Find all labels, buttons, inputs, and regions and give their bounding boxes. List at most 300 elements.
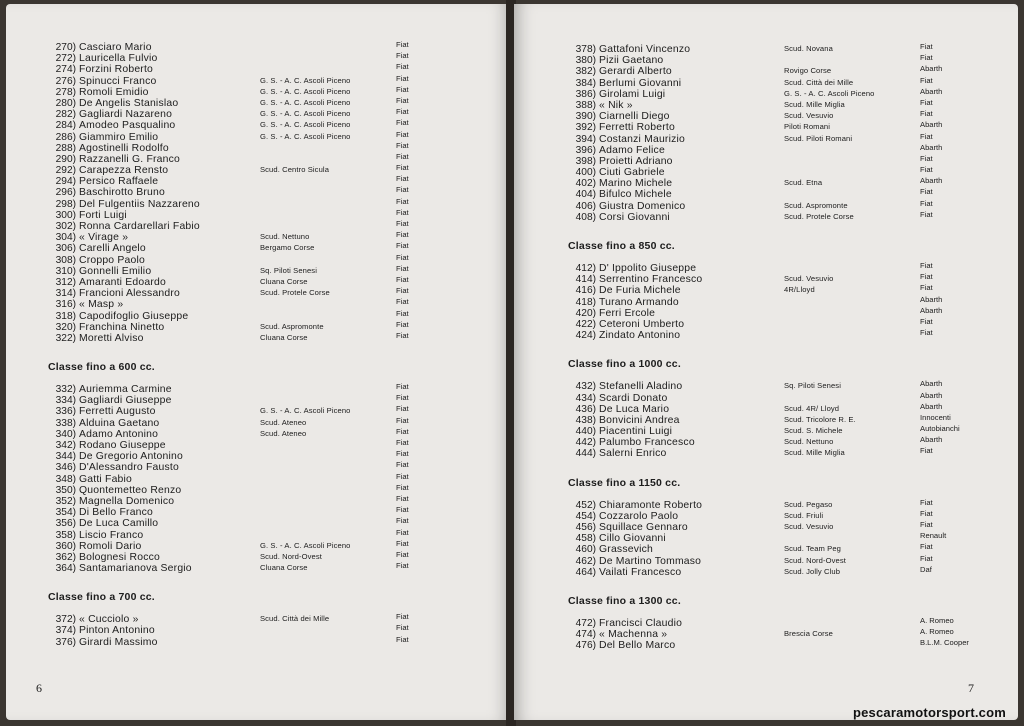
- entry-num: 424): [575, 330, 596, 342]
- page-number-right: 7: [968, 681, 974, 695]
- entry-team: Sq. Piloti Senesi: [260, 265, 317, 275]
- class-heading: Classe fino a 1000 cc.: [568, 358, 681, 371]
- entry-name: De Luca Camillo: [79, 518, 159, 530]
- entry-row: [48, 518, 488, 529]
- entry-name: Ronna Cardarellari Fabio: [79, 221, 200, 232]
- entry-num: 318): [55, 310, 76, 322]
- entry-car: Fiat: [920, 131, 933, 141]
- entry-team: Scud. Ateneo: [260, 428, 307, 438]
- entry-row: [48, 207, 488, 221]
- entry-team: Scud. Etna: [784, 178, 823, 188]
- entry-car: Autobianchi: [920, 424, 960, 434]
- entry-team: Scud. Nord-Ovest: [784, 555, 846, 565]
- entry-car: Fiat: [920, 75, 933, 85]
- entry-car: Fiat: [396, 51, 409, 61]
- entry-num: 296): [55, 187, 76, 199]
- entry-num: 358): [55, 529, 76, 541]
- entry-car: Abarth: [920, 120, 943, 130]
- entry-num: 462): [575, 555, 596, 567]
- entry-team: Scud. Aspromonte: [784, 200, 848, 210]
- entry-team: Scud. Piloti Romani: [784, 133, 853, 143]
- entry-car: Fiat: [920, 497, 933, 507]
- entry-num: 284): [55, 120, 76, 132]
- entry-team: Scud. Nettuno: [260, 232, 310, 242]
- entry-row: [48, 614, 488, 625]
- entry-name: Croppo Paolo: [79, 254, 145, 266]
- entry-name: Liscio Franco: [79, 529, 144, 541]
- entry-num: 350): [55, 484, 76, 496]
- entry-team: Scud. 4R/ Lloyd: [784, 403, 840, 413]
- entry-name: De Luca Mario: [599, 403, 670, 415]
- entry-team: G. S. - A. C. Ascoli Piceno: [260, 86, 351, 96]
- entry-num: 464): [575, 566, 596, 578]
- entry-num: 312): [55, 276, 76, 288]
- entry-car: Fiat: [920, 316, 933, 326]
- entry-car: Abarth: [920, 142, 943, 152]
- entry-team: Scud. Mille Miglia: [784, 99, 845, 109]
- entry-row: [568, 178, 1008, 189]
- entry-name: Vailati Francesco: [599, 566, 682, 578]
- entry-name: Cozzarolo Paolo: [599, 510, 679, 522]
- entry-car: Fiat: [920, 53, 933, 63]
- entry-num: 380): [575, 55, 596, 67]
- entry-name: Gonnelli Emilio: [79, 265, 152, 277]
- entry-name: De Gregorio Antonino: [79, 451, 183, 463]
- entry-car: Fiat: [396, 634, 409, 644]
- entry-car: Fiat: [396, 549, 409, 559]
- entry-car: Fiat: [396, 230, 409, 240]
- entry-team: Sq. Piloti Senesi: [784, 381, 841, 391]
- entry-name: De Angelis Stanislao: [79, 97, 179, 109]
- entry-name: Bifulco Michele: [599, 189, 672, 201]
- entry-num: 288): [55, 142, 76, 154]
- entry-car: Fiat: [396, 219, 409, 228]
- entry-team: G. S. - A. C. Ascoli Piceno: [260, 540, 351, 550]
- entry-team: Scud. Ateneo: [260, 417, 307, 427]
- entry-team: Scud. Protele Corse: [260, 288, 330, 298]
- entry-name: Palumbo Francesco: [599, 437, 695, 449]
- entry-car: Fiat: [396, 151, 409, 161]
- entry-car: Fiat: [396, 438, 409, 447]
- left-page: [6, 4, 508, 720]
- entry-num: 434): [575, 392, 596, 404]
- entry-team: Brescia Corse: [784, 629, 833, 639]
- class-heading: Classe fino a 850 cc.: [568, 240, 675, 252]
- entry-num: 474): [575, 629, 596, 641]
- entry-team: Scud. Pegaso: [784, 499, 833, 509]
- entry-num: 364): [55, 563, 76, 575]
- entry-num: 444): [575, 448, 596, 460]
- entry-num: 304): [55, 232, 76, 244]
- entry-num: 400): [575, 167, 596, 179]
- entry-car: Fiat: [920, 328, 933, 338]
- entry-car: Renault: [920, 531, 947, 541]
- entry-num: 292): [55, 165, 76, 177]
- entry-car: Fiat: [920, 187, 933, 197]
- entry-row: [568, 564, 1008, 578]
- entry-row: [48, 384, 488, 395]
- entry-team: Cluana Corse: [260, 276, 308, 286]
- entry-name: Giammiro Emilio: [79, 131, 159, 143]
- entry-name: Ciuti Gabriele: [599, 167, 665, 179]
- entry-num: 398): [575, 155, 596, 167]
- entry-row: [48, 129, 488, 143]
- entry-name: Girolami Luigi: [599, 88, 666, 100]
- entry-row: [48, 42, 488, 53]
- entry-car: Abarth: [920, 294, 943, 304]
- entry-name: « Machenna »: [599, 629, 668, 641]
- entry-name: Corsi Giovanni: [599, 211, 670, 223]
- entry-num: 418): [575, 296, 596, 308]
- entry-name: Romoli Dario: [79, 540, 142, 552]
- entry-num: 402): [575, 178, 596, 190]
- entry-name: Spinucci Franco: [79, 75, 157, 87]
- entry-car: Fiat: [396, 561, 409, 571]
- entry-row: [568, 640, 1008, 651]
- entry-row: [568, 209, 1008, 223]
- entry-car: B.L.M. Cooper: [920, 638, 969, 648]
- entry-car: Fiat: [396, 460, 409, 470]
- entry-car: Fiat: [920, 209, 933, 219]
- entry-num: 440): [575, 426, 596, 438]
- entry-name: Francioni Alessandro: [79, 288, 181, 300]
- right-page: [514, 4, 1018, 720]
- entry-num: 340): [55, 428, 76, 440]
- entry-row: [48, 471, 488, 485]
- entry-num: 394): [575, 133, 596, 145]
- entry-name: Serrentino Francesco: [599, 274, 703, 286]
- entry-name: Salerni Enrico: [599, 448, 667, 460]
- entry-car: Fiat: [396, 404, 409, 414]
- entry-name: Berlumi Giovanni: [599, 77, 682, 89]
- entry-team: G. S. - A. C. Ascoli Piceno: [260, 406, 351, 416]
- entry-row: [48, 625, 488, 636]
- entry-car: Fiat: [396, 538, 409, 548]
- entry-num: 362): [55, 551, 76, 563]
- entry-name: Carelli Angelo: [79, 243, 146, 255]
- entry-team: Scud. Vesuvio: [784, 111, 834, 121]
- entry-row: [48, 451, 488, 462]
- entry-num: 454): [575, 510, 596, 522]
- entry-car: Fiat: [396, 274, 409, 284]
- entry-row: [48, 426, 488, 440]
- entry-car: Fiat: [396, 185, 409, 195]
- entry-team: G. S. - A. C. Ascoli Piceno: [260, 97, 351, 107]
- entry-num: 298): [55, 198, 76, 210]
- entry-car: Fiat: [920, 261, 933, 270]
- entry-num: 386): [575, 88, 596, 100]
- entry-car: Fiat: [920, 283, 933, 293]
- entry-num: 378): [575, 44, 596, 55]
- entry-car: Fiat: [396, 493, 409, 503]
- entry-row: [568, 142, 1008, 156]
- entry-car: A. Romeo: [920, 615, 954, 625]
- entry-num: 344): [55, 451, 76, 463]
- entry-team: Scud. Vesuvio: [784, 522, 834, 531]
- entry-name: Bolognesi Rocco: [79, 551, 160, 563]
- entry-car: Abarth: [920, 379, 943, 389]
- entry-num: 290): [55, 153, 76, 165]
- entry-car: Fiat: [396, 516, 409, 526]
- entry-num: 388): [575, 99, 596, 111]
- entry-car: Fiat: [396, 95, 409, 105]
- entry-team: Scud. Nettuno: [784, 437, 834, 447]
- entry-car: Fiat: [396, 263, 409, 273]
- class-heading: Classe fino a 1300 cc.: [568, 594, 681, 607]
- entry-num: 390): [575, 111, 596, 123]
- entry-car: Fiat: [920, 520, 933, 529]
- entry-team: Scud. Jolly Club: [784, 566, 841, 576]
- entry-car: Fiat: [396, 107, 409, 117]
- entry-car: Fiat: [396, 140, 409, 150]
- entry-name: De Furia Michele: [599, 285, 681, 297]
- entry-team: Scud. S. Michele: [784, 426, 843, 436]
- entry-car: Fiat: [920, 198, 933, 208]
- entry-name: Casciaro Mario: [79, 42, 152, 53]
- entry-num: 406): [575, 200, 596, 212]
- entry-list-right: [568, 44, 1008, 652]
- entry-name: Girardi Massimo: [79, 636, 158, 648]
- entry-car: Fiat: [920, 553, 933, 563]
- entry-car: Abarth: [920, 401, 943, 411]
- entry-car: Fiat: [396, 297, 409, 307]
- entry-name: Adamo Antonino: [79, 428, 159, 440]
- entry-num: 442): [575, 437, 596, 449]
- entry-row: [48, 440, 488, 451]
- entry-num: 460): [575, 544, 596, 556]
- entry-num: 436): [575, 403, 596, 415]
- entry-car: Abarth: [920, 390, 943, 400]
- entry-num: 308): [55, 254, 76, 266]
- class-heading: Classe fino a 600 cc.: [48, 361, 155, 374]
- entry-row: [568, 316, 1008, 330]
- entry-car: Fiat: [396, 623, 409, 633]
- entry-car: Fiat: [396, 382, 409, 392]
- entry-name: Ferretti Augusto: [79, 406, 156, 418]
- entry-name: « Cucciolo »: [79, 614, 139, 626]
- entry-row: [48, 140, 488, 154]
- entry-name: Quontemetteo Renzo: [79, 484, 182, 496]
- entry-car: Fiat: [920, 508, 933, 518]
- entry-car: Fiat: [396, 174, 409, 184]
- entry-name: Gattafoni Vincenzo: [599, 44, 691, 55]
- entry-num: 382): [575, 66, 596, 78]
- entry-num: 342): [55, 440, 76, 451]
- entry-team: 4R/Lloyd: [784, 285, 815, 295]
- entry-num: 404): [575, 189, 596, 201]
- entry-num: 320): [55, 321, 76, 333]
- entry-name: Moretti Alviso: [79, 332, 144, 344]
- entry-row: [48, 493, 488, 507]
- entry-num: 294): [55, 176, 76, 188]
- entry-num: 416): [575, 285, 596, 297]
- entry-name: Del Fulgentiis Nazzareno: [79, 198, 200, 210]
- entry-row: [568, 44, 1008, 55]
- entry-car: Fiat: [396, 118, 409, 128]
- entry-name: Piacentini Luigi: [599, 426, 673, 438]
- entry-car: Fiat: [396, 308, 409, 318]
- entry-name: Gatti Fabio: [79, 473, 133, 485]
- entry-name: Ferretti Roberto: [599, 122, 675, 134]
- entry-car: Fiat: [396, 62, 409, 72]
- entry-name: Forti Luigi: [79, 209, 127, 221]
- entry-num: 420): [575, 307, 596, 319]
- entry-car: Fiat: [396, 393, 409, 403]
- entry-team: Bergamo Corse: [260, 243, 315, 253]
- entry-list-left: [48, 42, 488, 648]
- entry-num: 270): [55, 42, 76, 53]
- entry-name: Costanzi Maurizio: [599, 133, 685, 145]
- entry-num: 384): [575, 77, 596, 89]
- entry-car: Fiat: [396, 330, 409, 340]
- entry-num: 274): [55, 64, 76, 76]
- entry-car: Fiat: [920, 97, 933, 107]
- entry-row: [568, 448, 1008, 459]
- entry-num: 412): [575, 263, 596, 274]
- entry-num: 472): [575, 617, 596, 629]
- entry-num: 360): [55, 540, 76, 552]
- entry-name: D' Ippolito Giuseppe: [599, 263, 697, 274]
- entry-car: Fiat: [396, 505, 409, 515]
- entry-car: A. Romeo: [920, 627, 954, 637]
- entry-name: Lauricella Fulvio: [79, 53, 158, 65]
- entry-car: Fiat: [920, 153, 933, 163]
- entry-num: 310): [55, 265, 76, 277]
- entry-team: Scud. Centro Sicula: [260, 165, 330, 175]
- entry-team: G. S. - A. C. Ascoli Piceno: [784, 88, 875, 98]
- entry-name: Giustra Domenico: [599, 200, 686, 212]
- entry-num: 432): [575, 381, 596, 393]
- entry-row: [48, 165, 488, 176]
- entry-name: Capodifoglio Giuseppe: [79, 310, 189, 322]
- entry-num: 348): [55, 473, 76, 485]
- entry-name: Alduina Gaetano: [79, 417, 160, 429]
- entry-car: Fiat: [920, 165, 933, 175]
- entry-name: Ferri Ercole: [599, 307, 656, 319]
- entry-row: [568, 305, 1008, 319]
- entry-car: Fiat: [396, 415, 409, 425]
- entry-num: 374): [55, 625, 76, 637]
- entry-car: Abarth: [920, 176, 943, 186]
- entry-row: [48, 53, 488, 64]
- entry-num: 456): [575, 522, 596, 533]
- entry-car: Fiat: [396, 163, 409, 173]
- entry-num: 422): [575, 318, 596, 330]
- entry-num: 314): [55, 288, 76, 300]
- entry-car: Fiat: [396, 129, 409, 139]
- entry-team: Scud. Città dei Mille: [784, 77, 854, 87]
- entry-row: [568, 330, 1008, 341]
- entry-num: 322): [55, 332, 76, 344]
- entry-num: 392): [575, 122, 596, 134]
- entry-num: 286): [55, 131, 76, 143]
- entry-team: Scud. Team Peg: [784, 544, 841, 554]
- entry-name: Pizii Gaetano: [599, 55, 664, 67]
- entry-car: Fiat: [920, 109, 933, 119]
- page-number-left: 6: [36, 681, 42, 695]
- entry-car: Fiat: [396, 196, 409, 206]
- entry-row: [48, 196, 488, 210]
- entry-team: Scud. Nord-Ovest: [260, 551, 322, 561]
- class-heading: Classe fino a 700 cc.: [48, 591, 155, 604]
- entry-team: G. S. - A. C. Ascoli Piceno: [260, 109, 351, 119]
- entry-car: Fiat: [396, 252, 409, 262]
- entry-name: Magnella Domenico: [79, 495, 175, 507]
- entry-num: 300): [55, 209, 76, 221]
- entry-car: Fiat: [396, 84, 409, 94]
- entry-car: Fiat: [920, 42, 933, 51]
- entry-row: [48, 462, 488, 473]
- entry-name: Del Bello Marco: [599, 640, 676, 652]
- entry-name: Baschirotto Bruno: [79, 187, 165, 199]
- entry-name: Forzini Roberto: [79, 64, 154, 76]
- entry-name: Bonvicini Andrea: [599, 414, 680, 426]
- entry-name: Grassevich: [599, 544, 653, 556]
- entry-team: G. S. - A. C. Ascoli Piceno: [260, 131, 351, 141]
- entry-car: Fiat: [920, 446, 933, 456]
- entry-num: 306): [55, 243, 76, 255]
- entry-team: G. S. - A. C. Ascoli Piceno: [260, 75, 351, 85]
- entry-name: Turano Armando: [599, 296, 679, 308]
- entry-name: Adamo Felice: [599, 144, 665, 156]
- entry-num: 476): [575, 640, 596, 652]
- entry-team: G. S. - A. C. Ascoli Piceno: [260, 120, 351, 130]
- entry-name: Razzanelli G. Franco: [79, 153, 181, 165]
- entry-num: 336): [55, 406, 76, 418]
- entry-car: Abarth: [920, 86, 943, 96]
- entry-name: Proietti Adriano: [599, 155, 673, 167]
- entry-team: Scud. Protele Corse: [784, 211, 854, 221]
- entry-team: Scud. Novana: [784, 44, 833, 53]
- entry-row: [568, 153, 1008, 167]
- entry-name: Chiaramonte Roberto: [599, 499, 703, 511]
- entry-car: Fiat: [396, 449, 409, 459]
- entry-num: 396): [575, 144, 596, 156]
- entry-name: Franchina Ninetto: [79, 321, 165, 333]
- entry-name: Scardi Donato: [599, 392, 668, 404]
- entry-name: « Virage »: [79, 232, 129, 244]
- entry-name: Cillo Giovanni: [599, 533, 666, 545]
- entry-row: [48, 507, 488, 518]
- entry-team: Scud. Friuli: [784, 510, 824, 520]
- entry-team: Cluana Corse: [260, 563, 308, 573]
- entry-row: [48, 634, 488, 648]
- entry-car: Fiat: [396, 73, 409, 83]
- entry-name: Squillace Gennaro: [599, 522, 688, 533]
- entry-team: Scud. Tricolore R. E.: [784, 414, 856, 424]
- entry-num: 354): [55, 507, 76, 519]
- entry-num: 302): [55, 221, 76, 232]
- entry-num: 438): [575, 414, 596, 426]
- entry-num: 316): [55, 299, 76, 311]
- entry-car: Abarth: [920, 435, 943, 445]
- entry-name: Rodano Giuseppe: [79, 440, 166, 451]
- entry-car: Fiat: [396, 426, 409, 436]
- entry-name: Stefanelli Aladino: [599, 381, 683, 393]
- entry-name: « Nik »: [599, 99, 633, 111]
- entry-car: Fiat: [396, 286, 409, 296]
- entry-name: Agostinelli Rodolfo: [79, 142, 169, 154]
- entry-car: Fiat: [396, 471, 409, 481]
- entry-name: Gagliardi Giuseppe: [79, 395, 172, 407]
- entry-num: 352): [55, 495, 76, 507]
- entry-name: D'Alessandro Fausto: [79, 462, 179, 474]
- entry-car: Abarth: [920, 64, 943, 74]
- entry-row: [48, 482, 488, 496]
- entry-team: Scud. Vesuvio: [784, 274, 834, 284]
- entry-num: 332): [55, 384, 76, 396]
- entry-name: Gerardi Alberto: [599, 66, 672, 78]
